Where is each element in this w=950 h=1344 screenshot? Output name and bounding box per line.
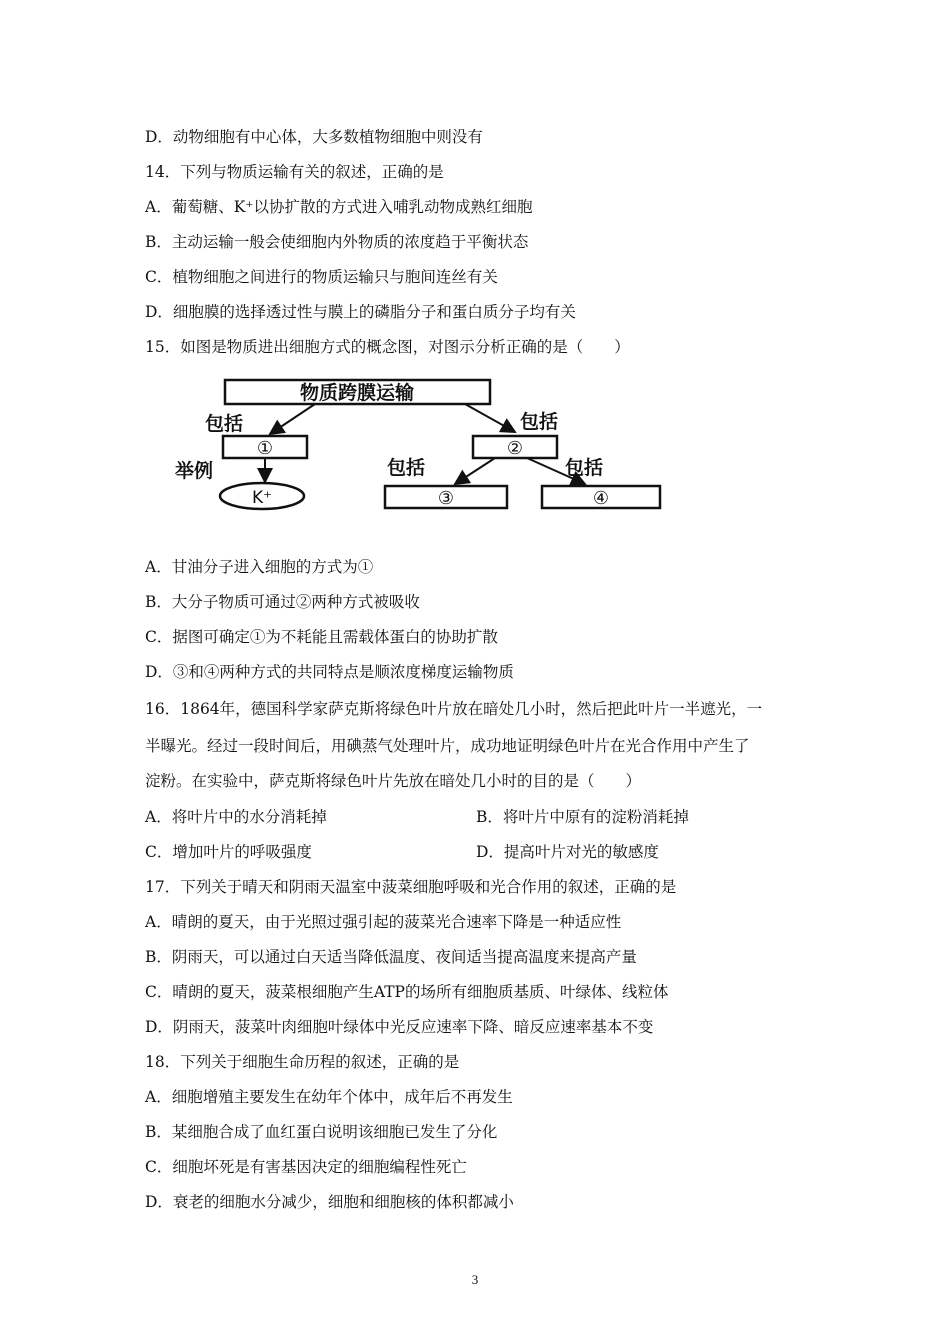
- option-17c: C．晴朗的夏天，菠菜根细胞产生ATP的场所有细胞质基质、叶绿体、线粒体: [145, 983, 669, 1001]
- option-17b: B．阴雨天，可以通过白天适当降低温度、夜间适当提高温度来提高产量: [145, 948, 637, 966]
- diagram-node-4-label: ④: [592, 488, 610, 509]
- option-17a: A．晴朗的夏天，由于光照过强引起的菠菜光合速率下降是一种适应性: [145, 913, 622, 931]
- question-17-stem: 17．下列关于晴天和阴雨天温室中菠菜细胞呼吸和光合作用的叙述，正确的是: [145, 878, 677, 896]
- option-16c: C．增加叶片的呼吸强度: [145, 843, 312, 861]
- question-16-stem-line-1: 16．1864年，德国科学家萨克斯将绿色叶片放在暗处几小时，然后把此叶片一半遮光，一: [145, 700, 763, 718]
- option-16b: B．将叶片中原有的淀粉消耗掉: [476, 808, 689, 826]
- option-14d: D．细胞膜的选择透过性与膜上的磷脂分子和蛋白质分子均有关: [145, 303, 576, 321]
- diagram-top-label: 物质跨膜运输: [299, 382, 415, 404]
- diagram-example-value: K⁺: [251, 488, 273, 508]
- option-18b: B．某细胞合成了血红蛋白说明该细胞已发生了分化: [145, 1123, 498, 1141]
- option-16d: D．提高叶片对光的敏感度: [476, 843, 659, 861]
- diagram-right-include-label: 包括: [520, 411, 559, 433]
- option-18d: D．衰老的细胞水分减少，细胞和细胞核的体积都减小: [145, 1193, 514, 1211]
- concept-diagram: [165, 376, 675, 516]
- option-15a: A．甘油分子进入细胞的方式为①: [145, 558, 374, 576]
- page-number: 3: [471, 1272, 479, 1287]
- diagram-node-4-include-label: 包括: [565, 457, 604, 479]
- question-18-stem: 18．下列关于细胞生命历程的叙述，正确的是: [145, 1053, 460, 1071]
- option-15d: D．③和④两种方式的共同特点是顺浓度梯度运输物质: [145, 663, 514, 681]
- diagram-node-3-include-label: 包括: [387, 457, 426, 479]
- option-13d: D．动物细胞有中心体，大多数植物细胞中则没有: [145, 128, 483, 146]
- option-18a: A．细胞增殖主要发生在幼年个体中，成年后不再发生: [145, 1088, 513, 1106]
- question-16-stem-line-3: 淀粉。在实验中，萨克斯将绿色叶片先放在暗处几小时的目的是（ ）: [145, 772, 642, 790]
- diagram-node-3-label: ③: [437, 488, 455, 509]
- question-14-stem: 14．下列与物质运输有关的叙述，正确的是: [145, 163, 444, 181]
- diagram-left-include-label: 包括: [205, 413, 244, 435]
- question-15-stem: 15．如图是物质进出细胞方式的概念图，对图示分析正确的是（ ）: [145, 338, 630, 356]
- option-14a: A．葡萄糖、K⁺以协扩散的方式进入哺乳动物成熟红细胞: [145, 198, 533, 216]
- option-16a: A．将叶片中的水分消耗掉: [145, 808, 327, 826]
- option-18c: C．细胞坏死是有害基因决定的细胞编程性死亡: [145, 1158, 467, 1176]
- option-17d: D．阴雨天，菠菜叶肉细胞叶绿体中光反应速率下降、暗反应速率基本不变: [145, 1018, 654, 1036]
- option-14b: B．主动运输一般会使细胞内外物质的浓度趋于平衡状态: [145, 233, 529, 251]
- diagram-node-2-label: ②: [506, 438, 524, 459]
- option-15c: C．据图可确定①为不耗能且需载体蛋白的协助扩散: [145, 628, 498, 646]
- diagram-node-1-label: ①: [256, 438, 274, 459]
- option-15b: B．大分子物质可通过②两种方式被吸收: [145, 593, 420, 611]
- diagram-example-label: 举例: [175, 460, 214, 482]
- question-16-stem-line-2: 半曝光。经过一段时间后，用碘蒸气处理叶片，成功地证明绿色叶片在光合作用中产生了: [145, 737, 750, 755]
- option-14c: C．植物细胞之间进行的物质运输只与胞间连丝有关: [145, 268, 498, 286]
